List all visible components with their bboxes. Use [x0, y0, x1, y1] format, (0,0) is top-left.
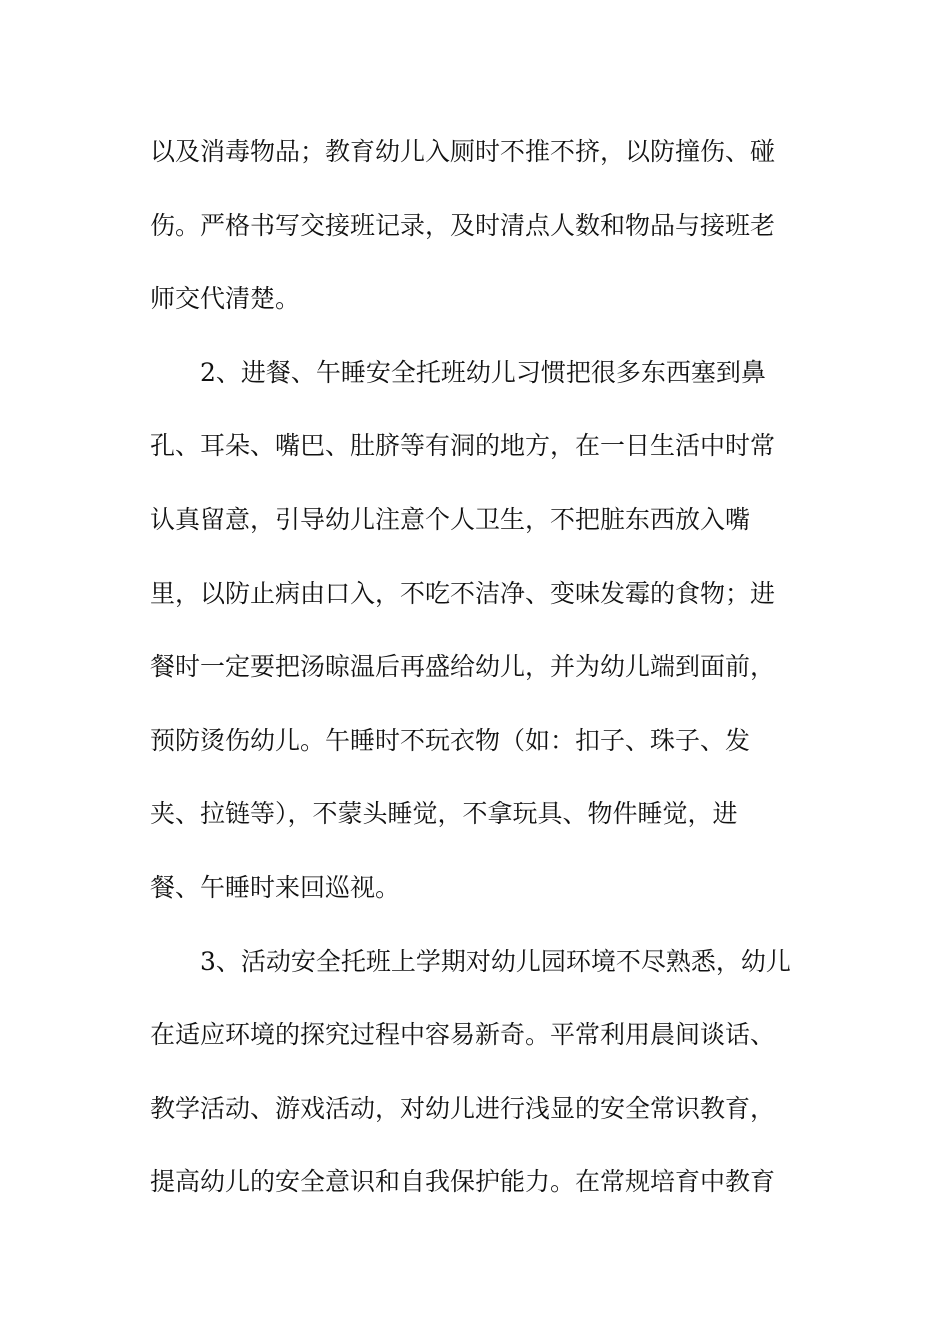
text-line: 师交代清楚。 — [150, 284, 301, 314]
text-line: 里，以防止病由口入，不吃不洁净、变味发霉的食物；进 — [150, 578, 776, 608]
document-body — [150, 123, 810, 1227]
text-line: 餐时一定要把汤晾温后再盛给幼儿，并为幼儿端到面前， — [150, 652, 776, 682]
text-line: 夹、拉链等），不蒙头睡觉，不拿玩具、物件睡觉，进 — [150, 799, 738, 829]
text-line: 教学活动、游戏活动，对幼儿进行浅显的安全常识教育， — [150, 1093, 776, 1123]
text-line: 餐、午睡时来回巡视。 — [150, 872, 401, 902]
text-line: 以及消毒物品；教育幼儿入厕时不推不挤，以防撞伤、碰 — [150, 137, 776, 166]
text-line: 在适应环境的探究过程中容易新奇。平常利用晨间谈话、 — [150, 1020, 776, 1050]
text-line: 提高幼儿的安全意识和自我保护能力。在常规培育中教育 — [150, 1167, 776, 1197]
text-line: 预防烫伤幼儿。午睡时不玩衣物（如：扣子、珠子、发 — [150, 725, 751, 755]
text-line: 认真留意，引导幼儿注意个人卫生，不把脏东西放入嘴 — [150, 504, 751, 534]
paragraph-start-line: 3、活动安全托班上学期对幼儿园环境不尽熟悉，幼儿 — [200, 946, 791, 976]
text-line: 伤。严格书写交接班记录，及时清点人数和物品与接班老 — [150, 210, 776, 240]
text-line: 孔、耳朵、嘴巴、肚脐等有洞的地方，在一日生活中时常 — [150, 431, 776, 461]
paragraph-start-line: 2、进餐、午睡安全托班幼儿习惯把很多东西塞到鼻 — [200, 357, 766, 387]
